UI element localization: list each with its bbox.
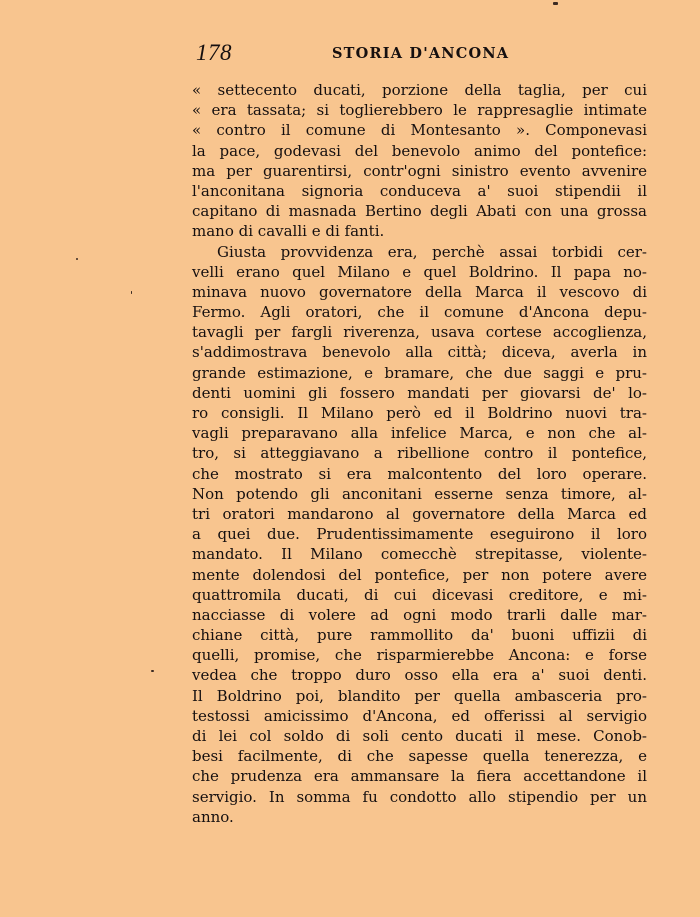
text-line: Il Boldrino poi, blandito per quella ambasceria pro- xyxy=(192,686,647,705)
text-line: mente dolendosi del pontefice, per non potere avere xyxy=(192,565,647,584)
text-line: nacciasse di volere ad ogni modo trarli dalle mar- xyxy=(192,605,647,624)
text-line: a quei due. Prudentissimamente eseguirono il loro xyxy=(192,525,647,544)
page-number: 178 xyxy=(196,40,232,65)
text-line: capitano di masnada Bertino degli Abati con una grossa xyxy=(192,202,647,221)
text-line: Non potendo gli anconitani esserne senza timore, al- xyxy=(192,484,647,503)
paper-speck xyxy=(553,2,558,5)
paragraph-1 xyxy=(192,80,647,242)
text-line: besi facilmente, di che sapesse quella tenerezza, e xyxy=(192,747,647,766)
text-line: la pace, godevasi del benevolo animo del pontefice: xyxy=(192,141,647,160)
text-line: « era tassata; si toglierebbero le rappresaglie intimate xyxy=(192,101,647,120)
text-line: velli erano quel Milano e quel Boldrino. Il papa no- xyxy=(192,262,647,281)
paper-speck xyxy=(151,670,154,672)
text-line: testossi amicissimo d'Ancona, ed offerissi al servigio xyxy=(192,706,647,725)
text-line: Giusta provvidenza era, perchè assai torbidi cer- xyxy=(217,242,647,261)
paper-speck xyxy=(131,291,132,294)
text-line: che prudenza era ammansare la fiera accettandone il xyxy=(192,767,647,786)
body-text xyxy=(192,80,647,827)
text-line: « settecento ducati, porzione della taglia, per cui xyxy=(192,81,647,99)
text-line: denti uomini gli fossero mandati per giovarsi de' lo- xyxy=(192,383,647,402)
text-line: chiane città, pure rammollito da' buoni uffizii di xyxy=(192,626,647,645)
paper-speck xyxy=(76,258,78,260)
text-line: l'anconitana signoria conduceva a' suoi stipendii il xyxy=(192,181,647,200)
paragraph-2 xyxy=(192,242,647,827)
text-line: anno. xyxy=(192,807,234,826)
text-line: vagli preparavano alla infelice Marca, e non che al- xyxy=(192,424,647,443)
running-title: STORIA D'ANCONA xyxy=(332,45,510,62)
text-line: quelli, promise, che risparmierebbe Ancona: e forse xyxy=(192,646,647,665)
text-line: di lei col soldo di soli cento ducati il mese. Conob- xyxy=(192,727,647,745)
text-line: ma per guarentirsi, contr'ogni sinistro evento avvenire xyxy=(192,161,647,180)
page-header xyxy=(196,40,646,76)
text-line: ro consigli. Il Milano però ed il Boldrino nuovi tra- xyxy=(192,404,647,422)
text-line: tri oratori mandarono al governatore della Marca ed xyxy=(192,504,647,523)
text-line: grande estimazione, e bramare, che due saggi e pru- xyxy=(192,363,647,382)
text-line: s'addimostrava benevolo alla città; diceva, averla in xyxy=(192,343,647,362)
text-line: tro, si atteggiavano a ribellione contro il pontefice, xyxy=(192,444,647,463)
text-line: minava nuovo governatore della Marca il vescovo di xyxy=(192,282,647,301)
text-line: mano di cavalli e di fanti. xyxy=(192,222,385,241)
text-line: quattromila ducati, di cui dicevasi creditore, e mi- xyxy=(192,585,647,604)
text-line: servigio. In somma fu condotto allo stipendio per un xyxy=(192,787,647,806)
text-line: vedea che troppo duro osso ella era a' suoi denti. xyxy=(192,666,647,685)
text-line: tavagli per fargli riverenza, usava cortese accoglienza, xyxy=(192,323,647,342)
text-line: mandato. Il Milano comecchè strepitasse, violente- xyxy=(192,545,647,564)
text-line: Fermo. Agli oratori, che il comune d'Ancona depu- xyxy=(192,303,647,322)
text-line: che mostrato si era malcontento del loro operare. xyxy=(192,464,647,483)
text-line: « contro il comune di Montesanto ». Componevasi xyxy=(192,121,647,140)
